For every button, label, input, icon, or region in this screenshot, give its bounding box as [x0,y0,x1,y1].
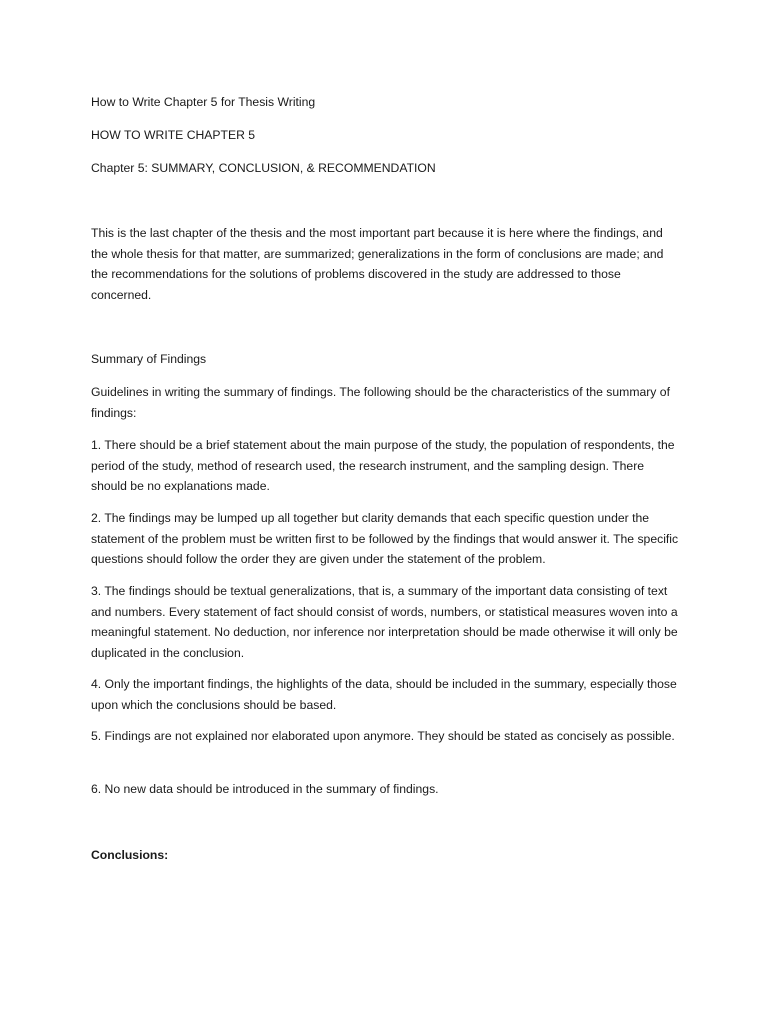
summary-heading: Summary of Findings [91,352,207,366]
list-item: 6. No new data should be introduced in the summary of findings. [91,782,439,796]
list-item: 3. The findings should be textual generalizations, that is, a summary of the important data consisting of text and numbers. Every statement of fact should consist of words, numbers, or statistical measures woven into a meaningful statement. No deduction, nor inference nor interpretation should be made otherwise it will only be duplicated in the conclusion. [91,584,678,660]
chapter-title: Chapter 5: SUMMARY, CONCLUSION, & RECOMMENDATION [91,161,436,175]
conclusions-heading: Conclusions: [91,848,169,862]
chapter-heading: HOW TO WRITE CHAPTER 5 [91,128,256,142]
list-item: 4. Only the important findings, the highlights of the data, should be included in the summary, especially those upon which the conclusions should be based. [91,677,677,712]
list-item: 5. Findings are not explained nor elaborated upon anymore. They should be stated as concisely as possible. [91,729,675,743]
intro-paragraph: This is the last chapter of the thesis and the most important part because it is here where the findings, and the whole thesis for that matter, are summarized; generalizations in the form of conclusions are made; and the recommendations for the solutions of problems discovered in the study are addressed to those concerned. [91,226,664,302]
list-item: 2. The findings may be lumped up all together but clarity demands that each specific question under the statement of the problem must be written first to be followed by the findings that would answer it. The specific questions should follow the order they are given under the statement of the problem. [91,511,679,567]
list-item: 1. There should be a brief statement about the main purpose of the study, the population of respondents, the period of the study, method of research used, the research instrument, and the sampling design. There should be no explanations made. [91,438,675,494]
document-title: How to Write Chapter 5 for Thesis Writing [91,95,316,109]
guidelines-intro: Guidelines in writing the summary of findings. The following should be the characteristics of the summary of findings: [91,385,670,420]
